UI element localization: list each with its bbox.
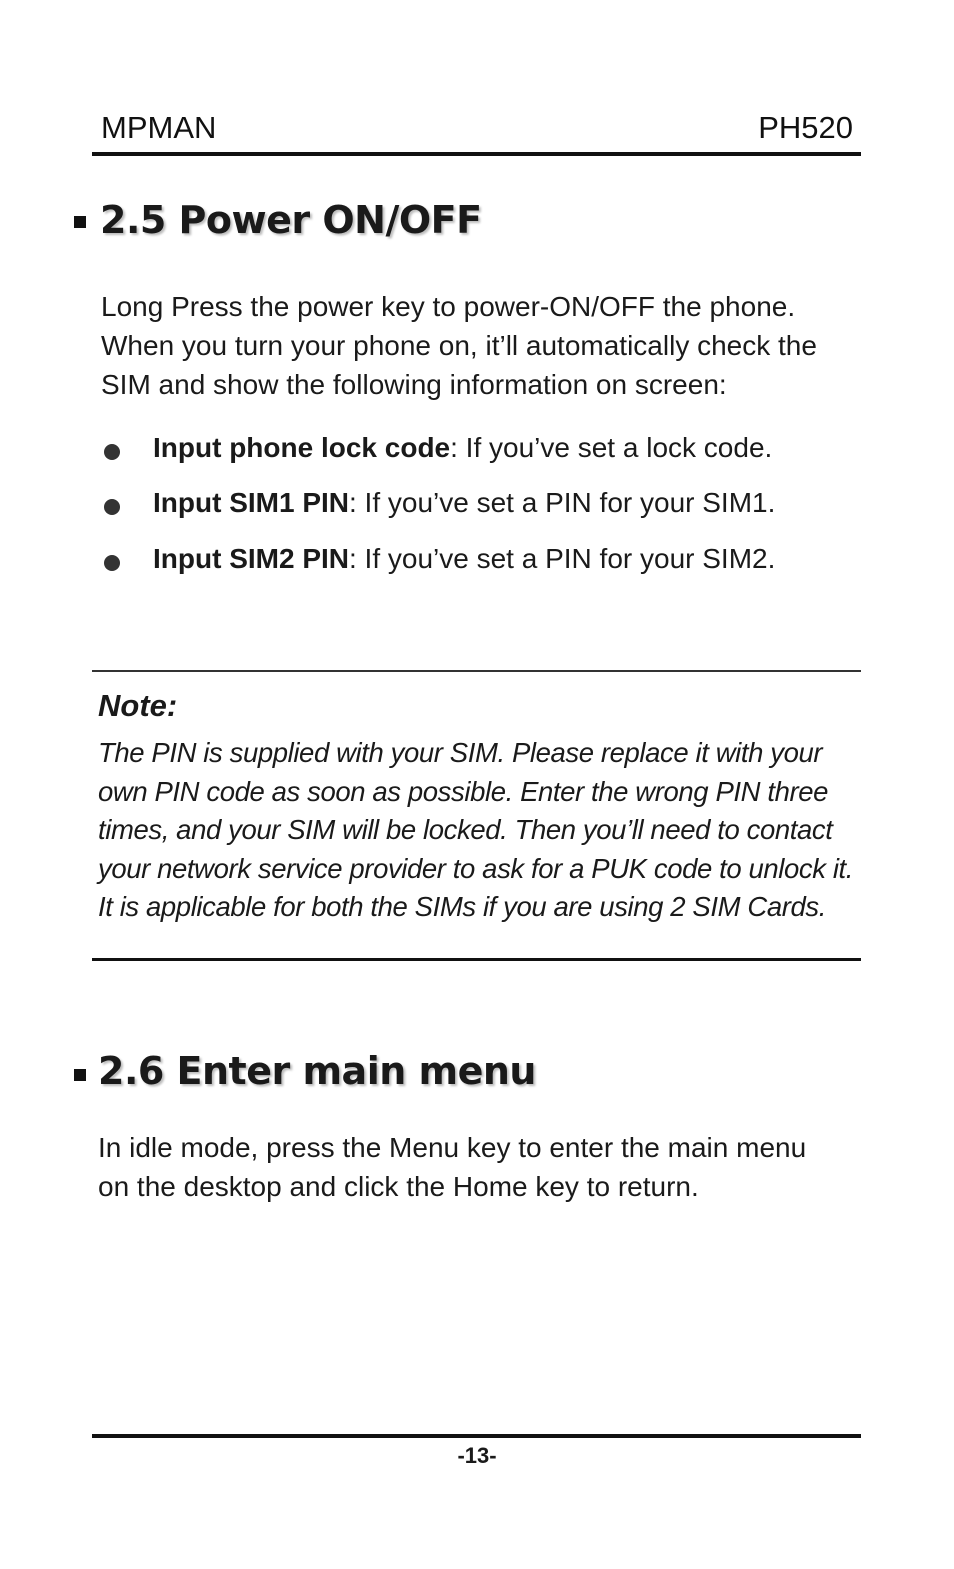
note-line: your network service provider to ask for a PUK code to unlock it.: [98, 852, 854, 884]
header-brand: MPMAN: [101, 110, 217, 145]
note-body: [98, 734, 863, 927]
section-title-menu: 2.6 Enter main menu: [98, 1049, 536, 1093]
bullet-term: Input SIM2 PIN: [153, 543, 349, 574]
intro-line: SIM and show the following information on screen:: [101, 369, 727, 400]
intro-line: When you turn your phone on, it’ll automatically check the: [101, 330, 817, 361]
note-line: times, and your SIM will be locked. Then you’ll need to contact: [98, 814, 833, 846]
note-line: The PIN is supplied with your SIM. Please replace it with your: [98, 737, 823, 768]
body-line: In idle mode, press the Menu key to enter the main menu: [98, 1132, 807, 1163]
note-title: Note:: [98, 688, 178, 723]
section-body: [98, 1128, 806, 1206]
footer-divider: [92, 1434, 861, 1438]
bullet-icon: [104, 444, 120, 460]
section-marker-icon: [74, 1069, 86, 1081]
bullet-desc: : If you’ve set a PIN for your SIM1.: [349, 487, 776, 518]
section-title-power: 2.5 Power ON/OFF: [100, 198, 482, 242]
page-number: -13-: [457, 1443, 497, 1468]
bullet-icon: [104, 555, 120, 571]
section-marker-icon: [74, 216, 86, 228]
intro-line: Long Press the power key to power-ON/OFF the phone.: [101, 291, 796, 322]
header-model: PH520: [758, 110, 853, 145]
bullet-desc: : If you’ve set a lock code.: [450, 432, 773, 463]
bullet-desc: : If you’ve set a PIN for your SIM2.: [349, 543, 776, 574]
bullet-term: Input SIM1 PIN: [153, 487, 349, 518]
bullet-term: Input phone lock code: [153, 432, 451, 463]
note-bottom-divider: [92, 958, 861, 961]
note-top-divider: [92, 670, 861, 672]
body-line: on the desktop and click the Home key to return.: [98, 1171, 699, 1202]
note-line: It is applicable for both the SIMs if you are using 2 SIM Cards.: [98, 891, 826, 923]
bullet-icon: [104, 499, 120, 515]
section-intro: [101, 287, 817, 404]
header-divider: [92, 152, 861, 156]
note-line: own PIN code as soon as possible. Enter the wrong PIN three: [98, 775, 829, 807]
